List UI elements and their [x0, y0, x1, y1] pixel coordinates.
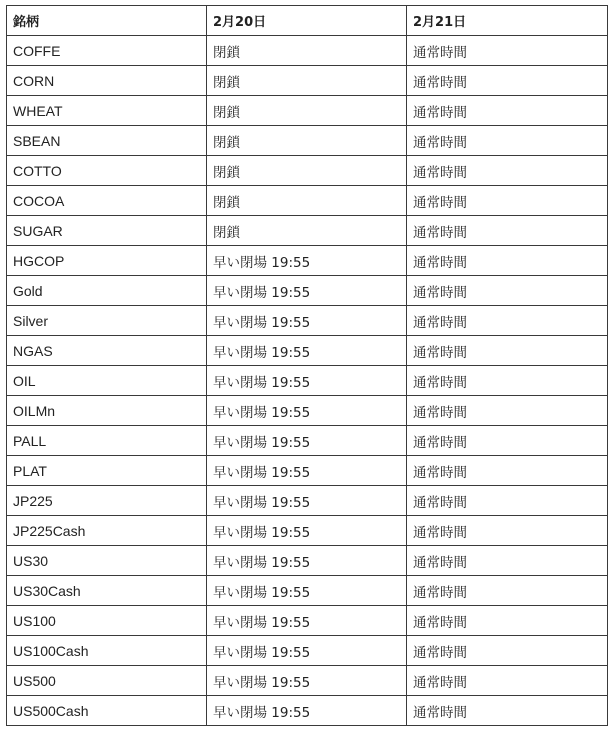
feb-21-status-cell: 通常時間: [407, 126, 608, 156]
header-row: [7, 6, 608, 36]
symbol-cell: SUGAR: [7, 216, 207, 246]
feb-20-status-cell: 早い閉場 19:55: [207, 636, 407, 666]
symbol-cell: US100: [7, 606, 207, 636]
table-row: [7, 576, 608, 606]
symbol-cell: JP225Cash: [7, 516, 207, 546]
symbol-cell: HGCOP: [7, 246, 207, 276]
feb-21-status-cell: 通常時間: [407, 546, 608, 576]
feb-21-status-cell: 通常時間: [407, 36, 608, 66]
feb-20-status-cell: 早い閉場 19:55: [207, 486, 407, 516]
feb-20-status-cell: 早い閉場 19:55: [207, 516, 407, 546]
feb-20-status-cell: 早い閉場 19:55: [207, 456, 407, 486]
symbol-cell: Gold: [7, 276, 207, 306]
feb-20-status-cell: 閉鎖: [207, 186, 407, 216]
symbol-cell: OIL: [7, 366, 207, 396]
table-row: [7, 36, 608, 66]
feb-21-status-cell: 通常時間: [407, 636, 608, 666]
feb-21-status-cell: 通常時間: [407, 666, 608, 696]
table-row: [7, 546, 608, 576]
table-row: [7, 126, 608, 156]
table-row: [7, 96, 608, 126]
feb-21-status-cell: 通常時間: [407, 426, 608, 456]
symbol-cell: US30: [7, 546, 207, 576]
feb-20-status-cell: 早い閉場 19:55: [207, 426, 407, 456]
feb-20-status-cell: 閉鎖: [207, 66, 407, 96]
table-row: [7, 246, 608, 276]
feb-21-status-cell: 通常時間: [407, 456, 608, 486]
feb-20-status-cell: 早い閉場 19:55: [207, 606, 407, 636]
symbol-cell: OILMn: [7, 396, 207, 426]
table-row: [7, 276, 608, 306]
symbol-cell: CORN: [7, 66, 207, 96]
feb-21-status-cell: 通常時間: [407, 336, 608, 366]
symbol-cell: US30Cash: [7, 576, 207, 606]
header-feb-20: 2月20日: [207, 6, 407, 36]
table-row: [7, 636, 608, 666]
feb-20-status-cell: 閉鎖: [207, 96, 407, 126]
feb-20-status-cell: 早い閉場 19:55: [207, 546, 407, 576]
feb-21-status-cell: 通常時間: [407, 156, 608, 186]
symbol-cell: US500: [7, 666, 207, 696]
feb-20-status-cell: 閉鎖: [207, 126, 407, 156]
feb-21-status-cell: 通常時間: [407, 96, 608, 126]
feb-20-status-cell: 早い閉場 19:55: [207, 396, 407, 426]
feb-20-status-cell: 早い閉場 19:55: [207, 306, 407, 336]
table-row: [7, 336, 608, 366]
symbol-cell: PALL: [7, 426, 207, 456]
table-row: [7, 456, 608, 486]
feb-20-status-cell: 早い閉場 19:55: [207, 666, 407, 696]
symbol-cell: NGAS: [7, 336, 207, 366]
feb-20-status-cell: 早い閉場 19:55: [207, 336, 407, 366]
symbol-cell: COFFE: [7, 36, 207, 66]
table-header: [7, 6, 608, 36]
table-row: [7, 516, 608, 546]
table-row: [7, 606, 608, 636]
feb-21-status-cell: 通常時間: [407, 186, 608, 216]
table-row: [7, 156, 608, 186]
symbol-cell: PLAT: [7, 456, 207, 486]
feb-21-status-cell: 通常時間: [407, 486, 608, 516]
schedule-table-container: [6, 5, 608, 726]
symbol-cell: Silver: [7, 306, 207, 336]
table-body: [7, 36, 608, 726]
feb-21-status-cell: 通常時間: [407, 306, 608, 336]
header-feb-21: 2月21日: [407, 6, 608, 36]
symbol-cell: US100Cash: [7, 636, 207, 666]
feb-21-status-cell: 通常時間: [407, 246, 608, 276]
feb-20-status-cell: 早い閉場 19:55: [207, 246, 407, 276]
symbol-cell: US500Cash: [7, 696, 207, 726]
table-row: [7, 666, 608, 696]
table-row: [7, 66, 608, 96]
feb-21-status-cell: 通常時間: [407, 696, 608, 726]
feb-21-status-cell: 通常時間: [407, 576, 608, 606]
symbol-cell: COCOA: [7, 186, 207, 216]
symbol-cell: WHEAT: [7, 96, 207, 126]
table-row: [7, 216, 608, 246]
symbol-cell: SBEAN: [7, 126, 207, 156]
feb-21-status-cell: 通常時間: [407, 516, 608, 546]
feb-21-status-cell: 通常時間: [407, 396, 608, 426]
feb-21-status-cell: 通常時間: [407, 216, 608, 246]
table-row: [7, 426, 608, 456]
trading-hours-table: [6, 5, 608, 726]
feb-21-status-cell: 通常時間: [407, 606, 608, 636]
feb-20-status-cell: 閉鎖: [207, 156, 407, 186]
table-row: [7, 396, 608, 426]
feb-20-status-cell: 早い閉場 19:55: [207, 276, 407, 306]
symbol-cell: JP225: [7, 486, 207, 516]
table-row: [7, 186, 608, 216]
feb-20-status-cell: 早い閉場 19:55: [207, 366, 407, 396]
table-row: [7, 696, 608, 726]
feb-21-status-cell: 通常時間: [407, 66, 608, 96]
feb-21-status-cell: 通常時間: [407, 276, 608, 306]
table-row: [7, 366, 608, 396]
feb-20-status-cell: 閉鎖: [207, 36, 407, 66]
feb-20-status-cell: 早い閉場 19:55: [207, 576, 407, 606]
feb-20-status-cell: 閉鎖: [207, 216, 407, 246]
feb-21-status-cell: 通常時間: [407, 366, 608, 396]
header-symbol: 銘柄: [7, 6, 207, 36]
feb-20-status-cell: 早い閉場 19:55: [207, 696, 407, 726]
table-row: [7, 486, 608, 516]
symbol-cell: COTTO: [7, 156, 207, 186]
table-row: [7, 306, 608, 336]
